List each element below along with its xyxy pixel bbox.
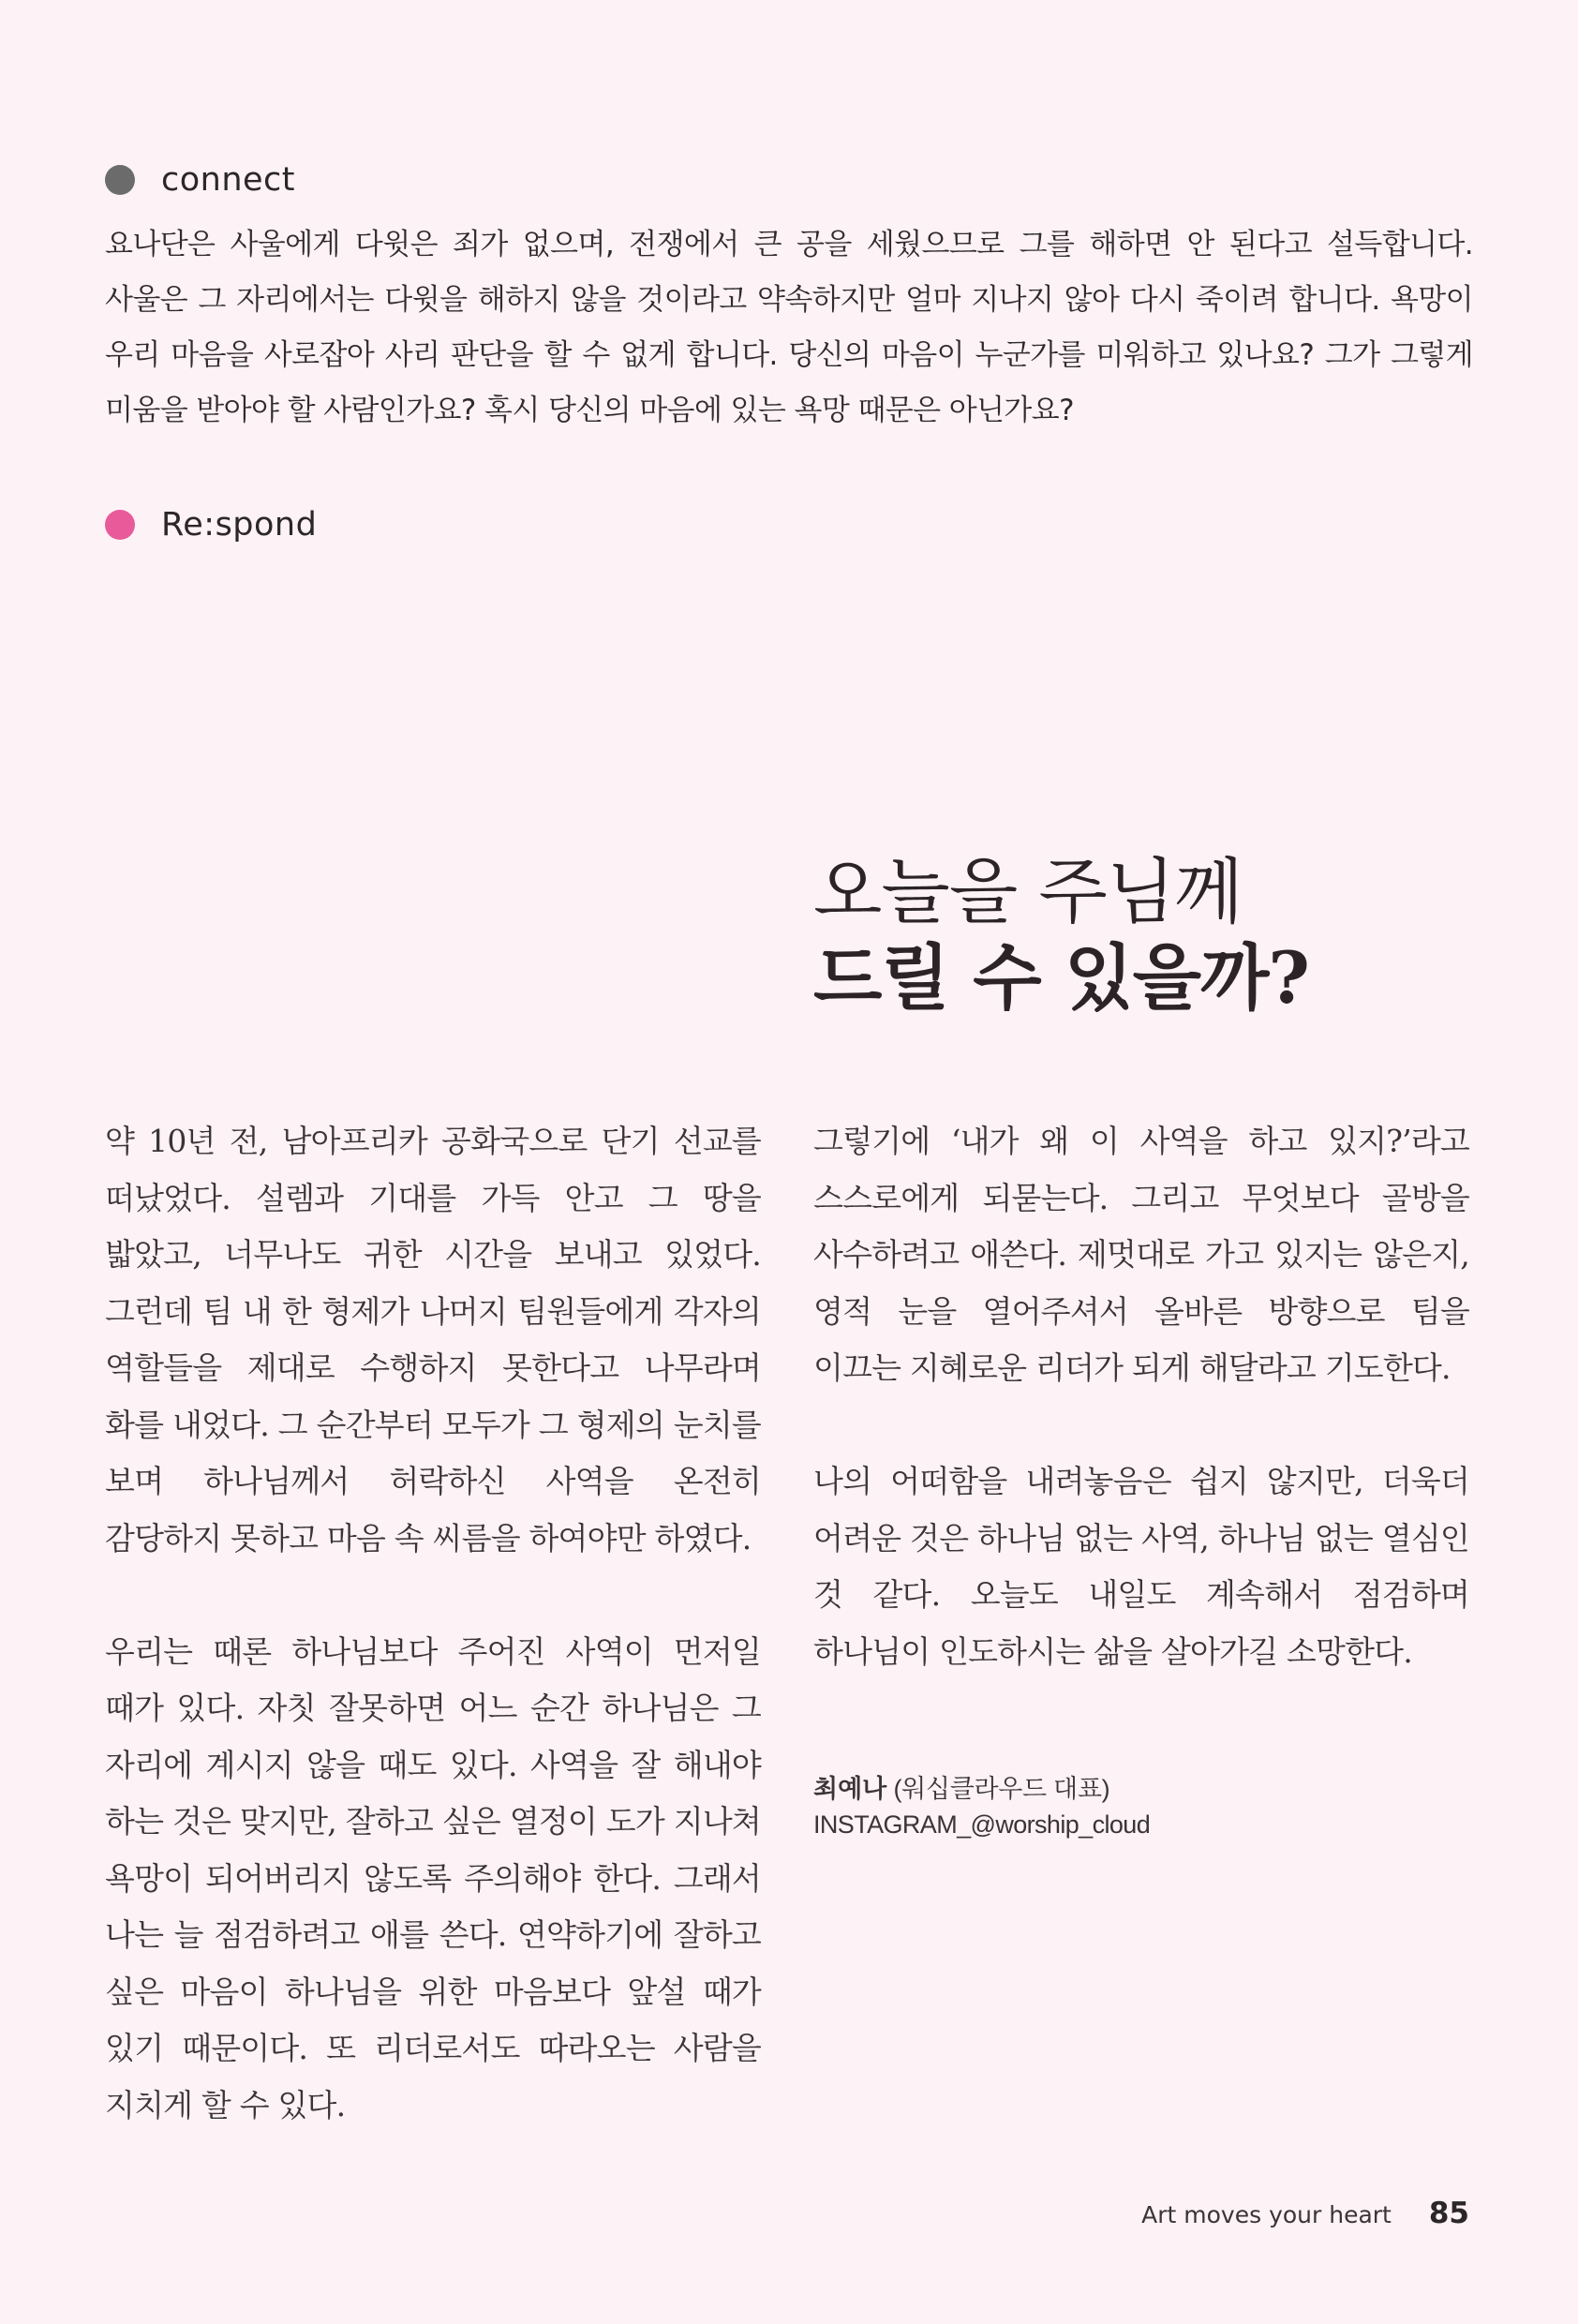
respond-bullet-dot xyxy=(105,510,135,540)
connect-body-text: 요나단은 사울에게 다윗은 죄가 없으며, 전쟁에서 큰 공을 세웠으므로 그를 해하면 안 된다고 설득합니다. 사울은 그 자리에서는 다윗을 해하지 않을 것이라고 약속하지만 얼마 지나지 않아 다시 죽이려 합니다. 욕망이 우리 마음을 사로잡아 사리 판단을 할 수 없게 합니다. 당신의 마음이 누군가를 미워하고 있나요? 그가 그렇게 미움을 받아야 할 사람인가요? 혹시 당신의 마음에 있는 욕망 때문은 아닌가요? xyxy=(105,228,1473,427)
author-instagram: INSTAGRAM_@worship_cloud xyxy=(813,1810,1151,1839)
article-paragraph: 우리는 때론 하나님보다 주어진 사역이 먼저일 때가 있다. 자칫 잘못하면 어느 순간 하나님은 그 자리에 계시지 않을 때도 있다. 사역을 잘 해내야 하는 것은 맞지만, 잘하고 싶은 열정이 도가 지나쳐 욕망이 되어버리지 않도록 주의해야 한다. 그래서 나는 늘 점검하려고 애를 쓴다. 연약하기에 잘하고 싶은 마음이 하나님을 위한 마음보다 앞설 때가 있기 때문이다. 또 리더로서도 따라오는 사람을 지치게 할 수 있다. xyxy=(105,1632,761,2123)
respond-section-header xyxy=(105,506,317,544)
author-line xyxy=(813,1771,1150,1807)
author-credit xyxy=(813,1771,1150,1842)
article-title xyxy=(813,849,1488,1021)
respond-heading: Re:spond xyxy=(161,506,318,544)
article-paragraph: 나의 어떠함을 내려놓음은 쉽지 않지만, 더욱더 어려운 것은 하나님 없는 사역, 하나님 없는 열심인 것 같다. 오늘도 내일도 계속해서 점검하며 하나님이 인도하시는 삶을 살아가길 소망한다. xyxy=(813,1463,1469,1670)
article-left-column xyxy=(105,1113,761,2134)
author-name: 최예나 xyxy=(813,1775,887,1803)
article-title-line1: 오늘을 주님께 xyxy=(813,850,1243,933)
page-footer xyxy=(1141,2197,1469,2230)
connect-heading: connect xyxy=(161,161,296,199)
article-right-column xyxy=(813,1113,1469,1680)
article-paragraph: 약 10년 전, 남아프리카 공화국으로 단기 선교를 떠났었다. 설렘과 기대를 가득 안고 그 땅을 밟았고, 너무나도 귀한 시간을 보내고 있었다. 그런데 팀 내 한 형제가 나머지 팀원들에게 각자의 역할들을 제대로 수행하지 못한다고 나무라며 화를 내었다. 그 순간부터 모두가 그 형제의 눈치를 보며 하나님께서 허락하신 사역을 온전히 감당하지 못하고 마음 속 씨름을 하여야만 하였다. xyxy=(105,1123,761,1557)
article-title-line2: 드릴 수 있을까? xyxy=(813,936,1309,1020)
footer-tagline: Art moves your heart xyxy=(1141,2201,1392,2228)
connect-section-header xyxy=(105,161,295,199)
article-paragraph: 그렇기에 ‘내가 왜 이 사역을 하고 있지?’라고 스스로에게 되묻는다. 그리고 무엇보다 골방을 사수하려고 애쓴다. 제멋대로 가고 있지는 않은지, 영적 눈을 열어주셔서 올바른 방향으로 팀을 이끄는 지혜로운 리더가 되게 해달라고 기도한다. xyxy=(813,1123,1469,1386)
connect-bullet-dot xyxy=(105,165,135,195)
author-role: (워십클라우드 대표) xyxy=(886,1775,1110,1803)
page-number: 85 xyxy=(1428,2197,1469,2230)
